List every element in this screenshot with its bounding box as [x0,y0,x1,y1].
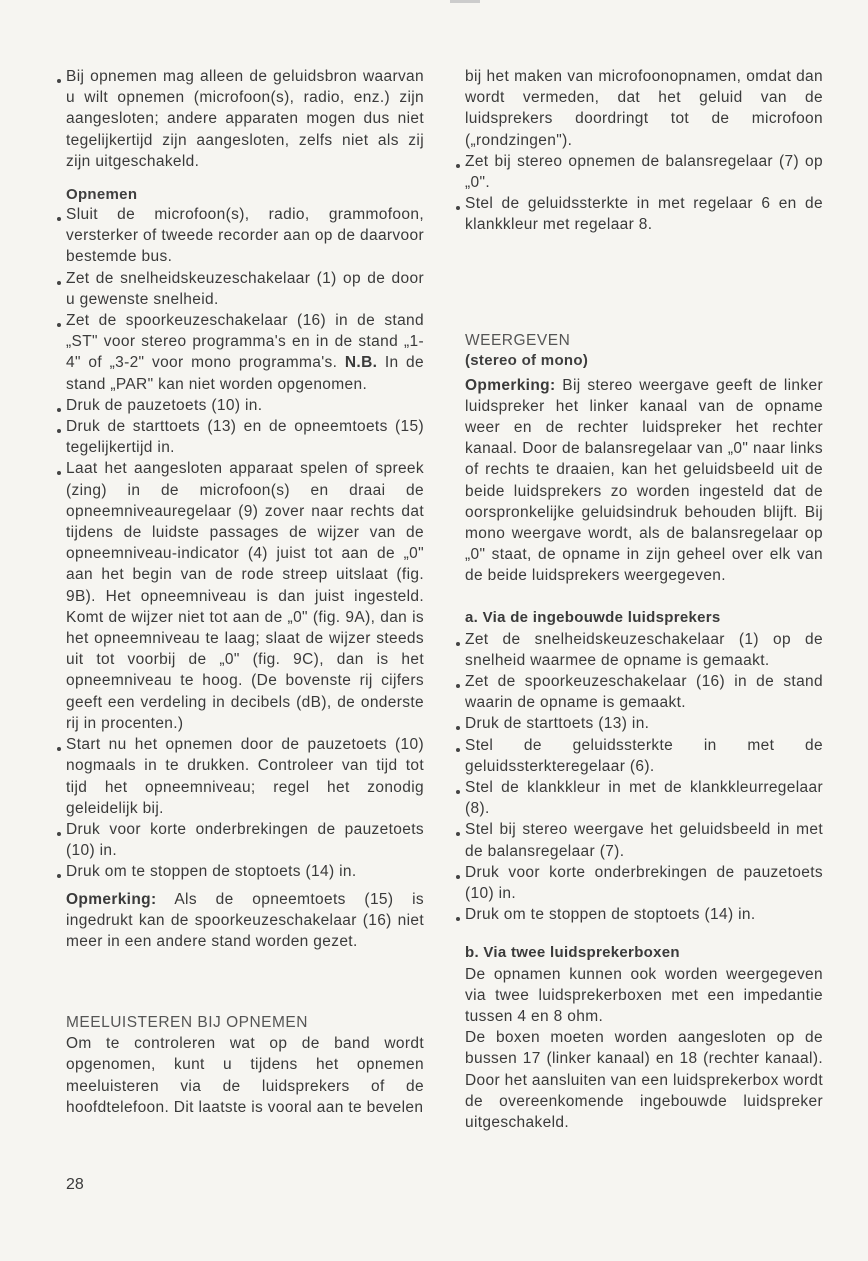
list-item: Stel de klankkleur in met de klankkleurregelaar (8). [465,777,823,819]
list-item: Druk voor korte onderbrekingen de pauzetoets (10) in. [66,819,424,861]
scan-mark [450,0,480,3]
list-item: Zet de snelheidskeuzeschakelaar (1) op de door u gewenste snelheid. [66,268,424,310]
continuation-text: bij het maken van microfoonopnamen, omdat dan wordt vermeden, dat het geluid van de luidsprekers doordringt tot de microfoon („rondzingen"). [465,68,823,149]
opmerking-text: Als de opneemtoets (15) is ingedrukt kan de spoorkeuzeschakelaar (16) niet meer in een andere stand worden gezet. [66,890,424,950]
opmerking-text: Bij stereo weergave geeft de linker luidspreker het linker kanaal van de opname weer en de rechter luidspreker het rechter kanaal. Door de balansregelaar van „0" naar links of rechts te draaien, kan het geluidsbeeld uit de beide luidsprekers zo worden ingesteld dat de oorspronkelijke geluidsindruk behouden blijft. Bij mono weergave wordt, als de balansregelaar op „0" staat, de opname in zijn geheel over elk van de beide luidsprekers weergegeven. [465,376,823,585]
list-item-text: Zet de spoorkeuzeschakelaar (16) in de stand „ST" voor stereo programma's en in de stand „1-4" of „3-2" voor mono programma's. [66,312,424,372]
opmerking-note [66,889,424,953]
weergeven-opmerking [465,375,823,587]
list-item: Zet bij stereo opnemen de balansregelaar (7) op „0". [465,151,823,193]
list-item: Druk de pauzetoets (10) in. [66,395,424,416]
right-column [465,66,823,1133]
opmerking-label: Opmerking: [465,376,556,394]
intro-bullet: Bij opnemen mag alleen de geluidsbron waarvan u wilt opnemen (microfoon(s), radio, enz.) zijn aangesloten; andere apparaten mogen dus niet tegelijkertijd zijn aangesloten, zelfs niet als zij zijn uitgeschakeld. [66,66,424,172]
list-item: Druk de starttoets (13) in. [465,713,823,734]
list-item: Stel de geluidssterkte in met regelaar 6 en de klankkleur met regelaar 8. [465,193,823,235]
list-item: Druk om te stoppen de stoptoets (14) in. [465,904,823,925]
section-b-para-1: De opnamen kunnen ook worden weergegeven via twee luidsprekerboxen met een impedantie tussen 4 en 8 ohm. [465,965,823,1025]
list-item: Druk de starttoets (13) en de opneemtoets (15) tegelijkertijd in. [66,416,424,458]
page-number: 28 [66,1176,84,1193]
nb-text: In de stand „PAR" kan niet worden opgenomen. [66,354,424,393]
list-item: Stel de geluidssterkte in met de geluidssterkteregelaar (6). [465,735,823,777]
meeluisteren-title: MEELUISTEREN BIJ OPNEMEN [66,1014,308,1032]
list-item: Druk om te stoppen de stoptoets (14) in. [66,861,424,882]
list-item: Druk voor korte onderbrekingen de pauzetoets (10) in. [465,862,823,904]
left-column [66,66,424,1118]
weergeven-subtitle: (stereo of mono) [465,351,589,369]
list-item: Zet de spoorkeuzeschakelaar (16) in de stand waarin de opname is gemaakt. [465,671,823,713]
list-item: Stel bij stereo weergave het geluidsbeeld in met de balansregelaar (7). [465,819,823,861]
list-item [66,310,424,395]
section-b-para-2: De boxen moeten worden aangesloten op de bussen 17 (linker kanaal) en 18 (rechter kanaal). Door het aansluiten van een luidsprekerbox wordt de overeenkomende ingebouwde luidspreker uitgeschakeld. [465,1029,824,1131]
list-item: Laat het aangesloten apparaat spelen of spreek (zing) in de microfoon(s) en draai de opneemniveauregelaar (9) zover naar rechts dat tijdens de luidste passages de wijzer van de opneemniveau-indicator (4) juist tot aan de „0" aan het begin van de rode streep uitslaat (fig. 9B). Het opneemniveau is dan juist ingesteld. Komt de wijzer niet tot aan de „0" (fig. 9A), dan is het opneemniveau te laag; slaat de wijzer steeds uit tot voorbij de „0" (fig. 9C), dan is het opneemniveau te hoog. (De bovenste rij cijfers geeft een verdeling in decibels (dB), de onderste rij in procenten.) [66,458,424,734]
meeluisteren-text: Om te controleren wat op de band wordt opgenomen, kunt u tijdens het opnemen meeluisteren via de luidsprekers of de hoofdtelefoon. Dit laatste is vooral aan te bevelen [66,1035,424,1116]
weergeven-title: WEERGEVEN [465,331,571,349]
list-item: Zet de snelheidskeuzeschakelaar (1) op de snelheid waarmee de opname is gemaakt. [465,629,823,671]
nb-label: N.B. [344,354,378,372]
section-a-title: a. Via de ingebouwde luidsprekers [465,608,721,626]
list-item: Sluit de microfoon(s), radio, grammofoon, versterker of tweede recorder aan op de daarvoor bestemde bus. [66,204,424,268]
section-b-title: b. Via twee luidsprekerboxen [465,943,680,961]
opmerking-label: Opmerking: [66,890,157,908]
list-item: Start nu het opnemen door de pauzetoets (10) nogmaals in te drukken. Controleer van tijd tot tijd het opneemniveau; regel het zonodig geleidelijk bij. [66,734,424,819]
opnemen-heading: Opnemen [66,186,138,204]
